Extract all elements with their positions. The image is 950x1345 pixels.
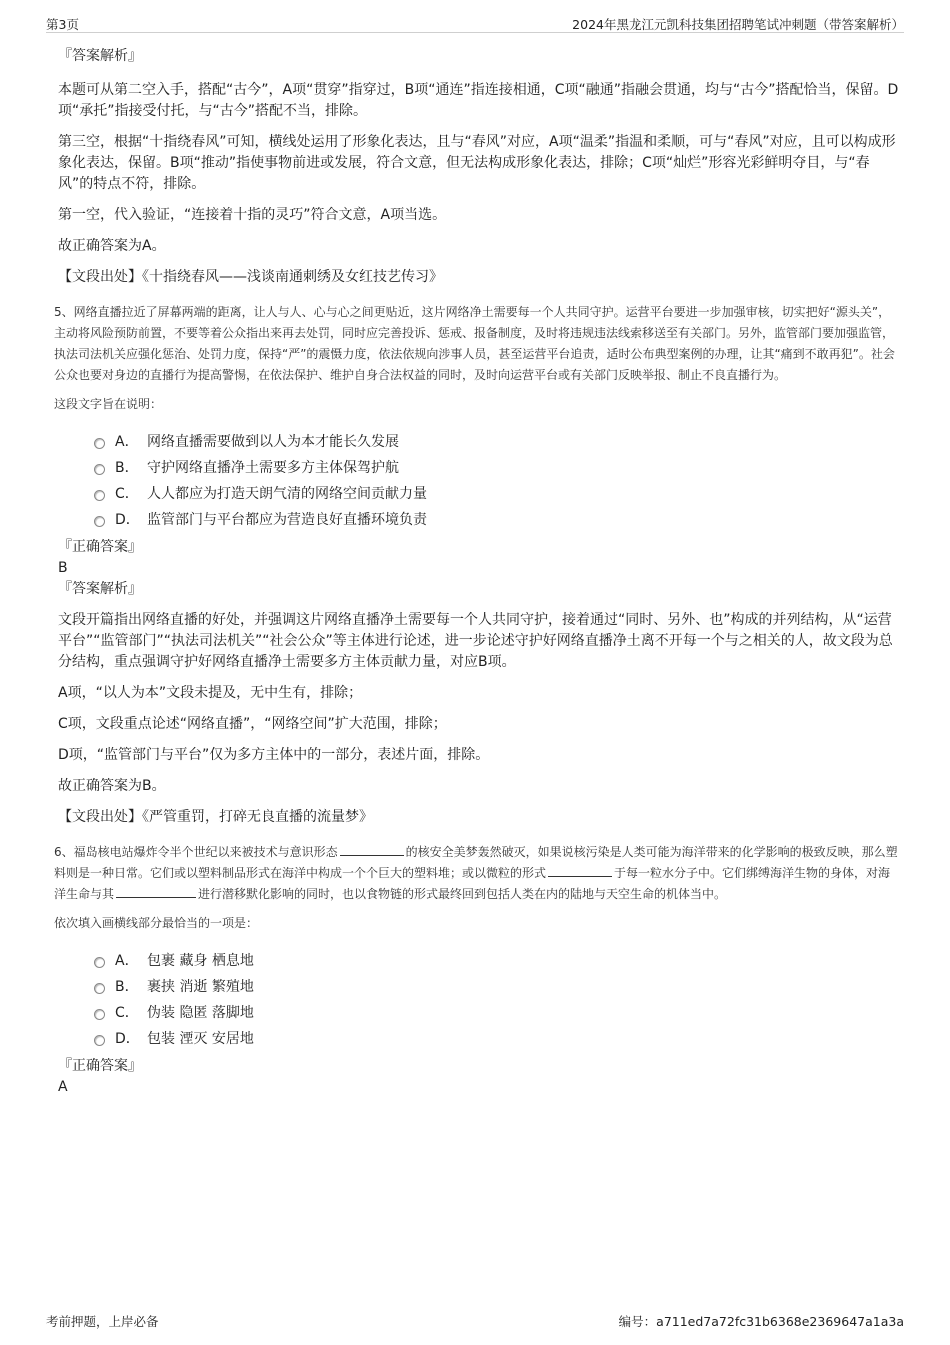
answer-label: 『正确答案』	[58, 539, 142, 555]
page-footer	[46, 1312, 904, 1332]
radio-icon[interactable]	[94, 983, 105, 994]
question-6-options	[94, 948, 900, 1052]
fill-blank	[116, 885, 196, 898]
option-c[interactable]: C． 伪装 隐匿 落脚地	[94, 1000, 900, 1026]
passage-source: 【文段出处】《十指绕春风——浅谈南通刺绣及女红技艺传习》	[58, 269, 443, 285]
option-a[interactable]: A． 网络直播需要做到以人为本才能长久发展	[94, 429, 900, 455]
radio-icon[interactable]	[94, 464, 105, 475]
option-a[interactable]: A． 包裹 藏身 栖息地	[94, 948, 900, 974]
option-b[interactable]: B． 守护网络直播净土需要多方主体保驾护航	[94, 455, 900, 481]
radio-icon[interactable]	[94, 438, 105, 449]
analysis-paragraph: 文段开篇指出网络直播的好处，并强调这片网络直播净土需要每一个人共同守护，接着通过“同时、另外、也”构成的并列结构，从“运营平台”“监管部门”“执法司法机关”“社会公众”等主体进行论述，进一步论述守护好网络直播净土离不开每一个与之相关的人，故文段为总分结构，重点强调守护好网络直播净土需要多方主体贡献力量，对应B项。	[58, 612, 893, 670]
document-title: 2024年黑龙江元凯科技集团招聘笔试冲刺题（带答案解析）	[572, 17, 904, 32]
analysis-paragraph: A项，“以人为本”文段未提及，无中生有，排除；	[58, 685, 363, 701]
analysis-paragraph: C项，文段重点论述“网络直播”，“网络空间”扩大范围，排除；	[58, 716, 447, 732]
question-5-text: 5、网络直播拉近了屏幕两端的距离，让人与人、心与心之间更贴近，这片网络净土需要每一个人共同守护。运营平台要进一步加强审核，切实把好“源头关”，主动将风险预防前置，不要等着公众指出来再去处罚，同时应完善投诉、惩戒、报备制度，及时将违规违法线索移送至有关部门。另外，监管部门要加强监管，执法司法机关应强化惩治、处罚力度，保持“严”的震慑力度，依法依规向涉事人员，甚至运营平台追责，适时公布典型案例的办理，让其“痛到不敢再犯”。社会公众也要对身边的直播行为提高警惕，在依法保护、维护自身合法权益的同时，及时向运营平台或有关部门反映举报、制止不良直播行为。	[54, 305, 895, 382]
passage-source: 【文段出处】《严管重罚，打碎无良直播的流量梦》	[58, 809, 373, 825]
analysis-paragraph: 故正确答案为A。	[58, 238, 166, 254]
radio-icon[interactable]	[94, 1009, 105, 1020]
analysis-paragraph: 本题可从第二空入手，搭配“古今”，A项“贯穿”指穿过，B项“通连”指连接相通，C项“融通”指融会贯通，均与“古今”搭配恰当，保留。D项“承托”指接受付托，与“古今”搭配不当，排除。	[58, 82, 899, 119]
document-id: 编号：a711ed7a72fc31b6368e2369647a1a3a	[618, 1314, 904, 1329]
radio-icon[interactable]	[94, 957, 105, 968]
answer-value: B	[58, 560, 68, 576]
page-header	[46, 12, 904, 33]
analysis-paragraph: 第一空，代入验证，“连接着十指的灵巧”符合文意，A项当选。	[58, 207, 447, 223]
question-6-prompt: 依次填入画横线部分最恰当的一项是：	[54, 916, 259, 930]
option-b[interactable]: B． 裹挟 消逝 繁殖地	[94, 974, 900, 1000]
footer-slogan: 考前押题，上岸必备	[46, 1314, 159, 1329]
option-c[interactable]: C． 人人都应为打造天朗气清的网络空间贡献力量	[94, 481, 900, 507]
radio-icon[interactable]	[94, 516, 105, 527]
analysis-label: 『答案解析』	[58, 581, 142, 597]
radio-icon[interactable]	[94, 1035, 105, 1046]
option-d[interactable]: D． 监管部门与平台都应为营造良好直播环境负责	[94, 507, 900, 533]
question-5-options	[94, 429, 900, 533]
page-content	[54, 46, 900, 1100]
answer-value: A	[58, 1079, 68, 1095]
fill-blank	[340, 843, 404, 856]
fill-blank	[548, 864, 612, 877]
page-number: 第3页	[46, 17, 79, 32]
question-6-text: 6、福岛核电站爆炸令半个世纪以来被技术与意识形态 的核安全美梦轰然破灭，如果说核污染是人类可能为海洋带来的化学影响的极致反映，那么塑料则是一种日常。它们或以塑料制品形式在海洋中构成一个个巨大的塑料堆；或以微粒的形式 于每一粒水分子中。它们绑缚海洋生物的身体，对海洋生命与其 进行潜移默化影响的同时，也以食物链的形式最终回到包括人类在内的陆地与天空生命的机体当中。	[54, 845, 898, 901]
analysis-label: 『答案解析』	[58, 48, 142, 64]
option-d[interactable]: D． 包装 湮灭 安居地	[94, 1026, 900, 1052]
analysis-paragraph: D项，“监管部门与平台”仅为多方主体中的一部分，表述片面，排除。	[58, 747, 490, 763]
analysis-paragraph: 故正确答案为B。	[58, 778, 166, 794]
question-5-prompt: 这段文字旨在说明：	[54, 397, 163, 411]
answer-label: 『正确答案』	[58, 1058, 142, 1074]
radio-icon[interactable]	[94, 490, 105, 501]
analysis-paragraph: 第三空，根据“十指绕春风”可知，横线处运用了形象化表达，且与“春风”对应，A项“温柔”指温和柔顺，可与“春风”对应，且可以构成形象化表达，保留。B项“推动”指使事物前进或发展，符合文意，但无法构成形象化表达，排除；C项“灿烂”形容光彩鲜明夺目，与“春风”的特点不符，排除。	[58, 134, 896, 192]
